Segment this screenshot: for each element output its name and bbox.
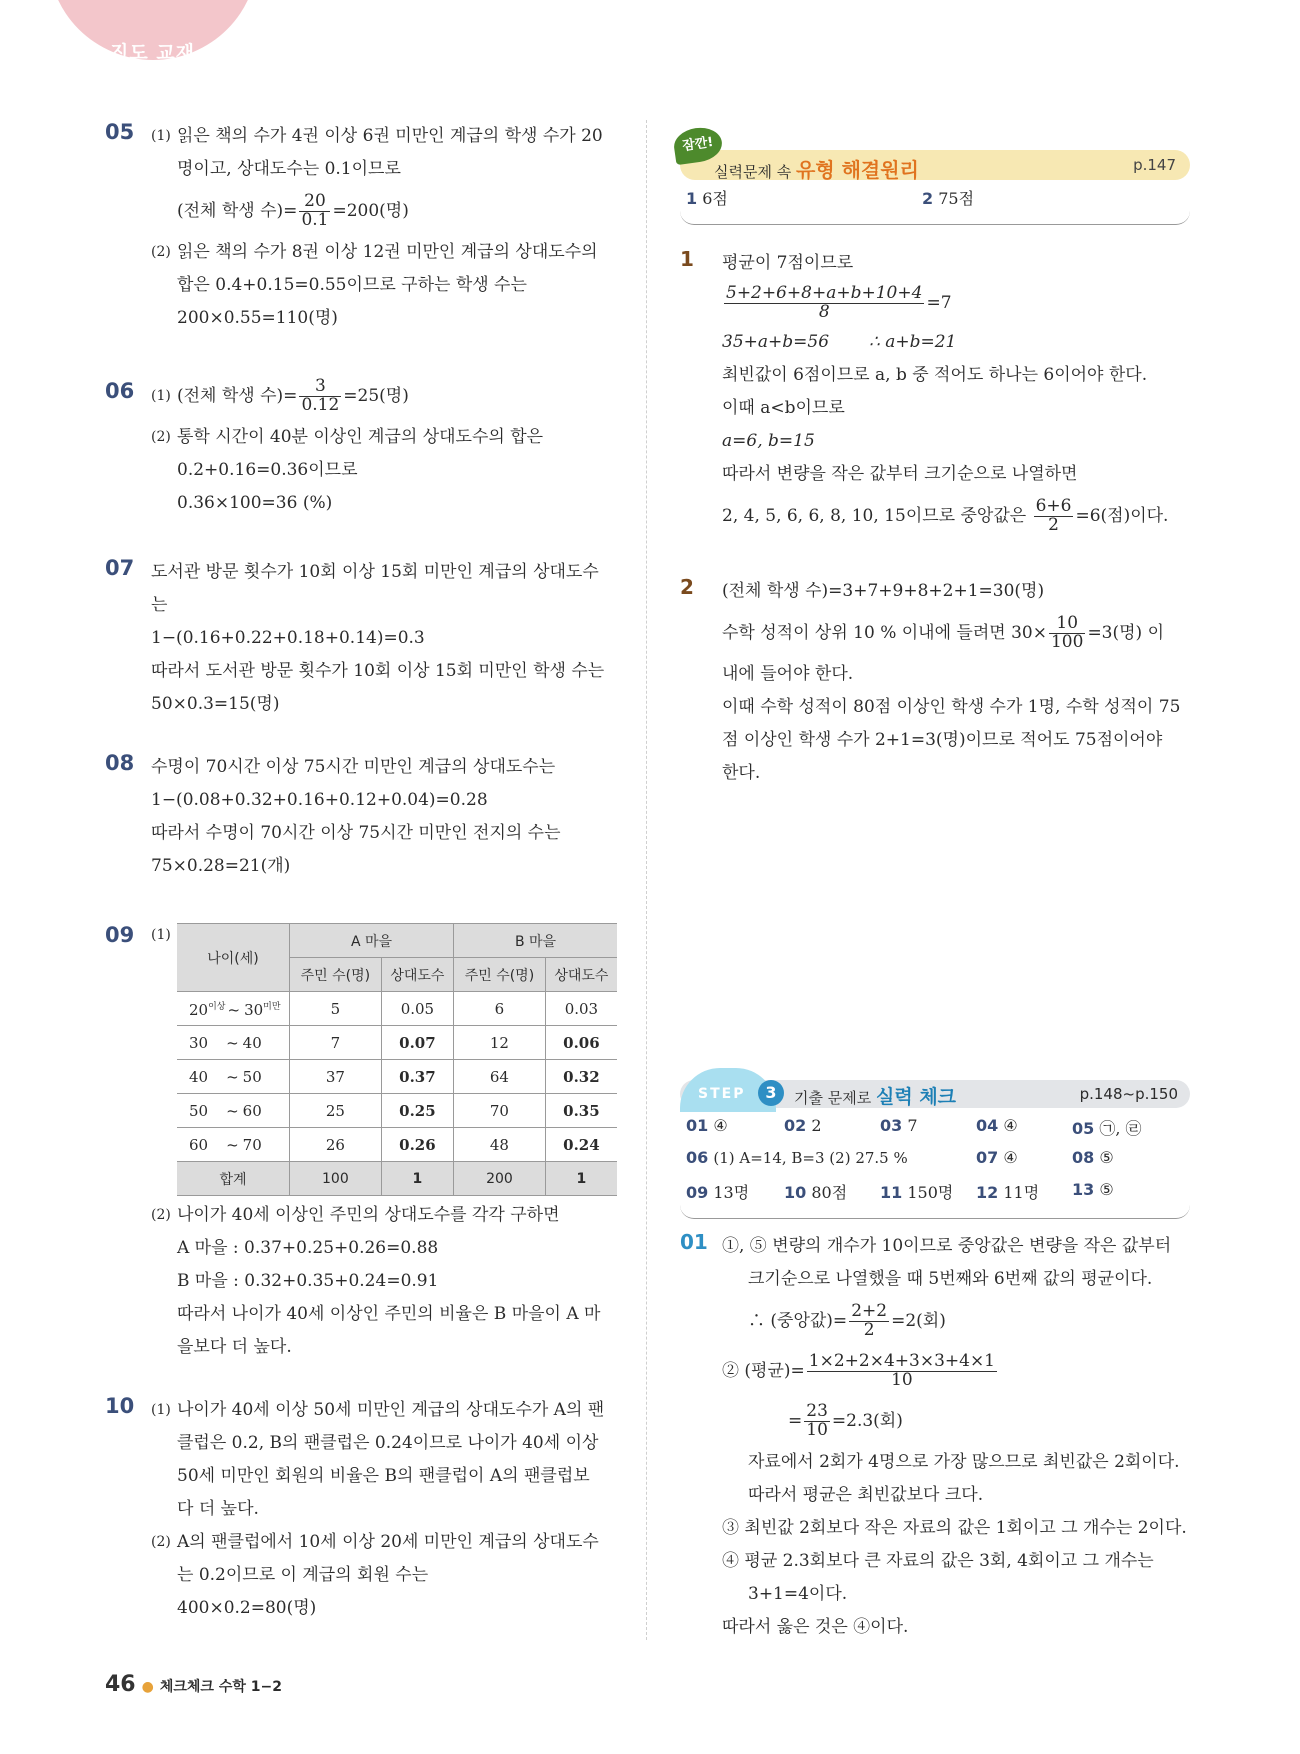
answer-value: 11명 bbox=[1003, 1183, 1040, 1202]
formula-line bbox=[722, 1346, 1192, 1396]
formula-text: = bbox=[788, 1411, 803, 1431]
formula-text: 35+a+b=56 bbox=[722, 332, 830, 352]
formula-text: =7 bbox=[926, 293, 952, 313]
problem-number: 10 bbox=[105, 1394, 135, 1418]
answer-number: 07 bbox=[976, 1148, 999, 1167]
formula-text: =6(점)이다. bbox=[1075, 506, 1169, 526]
sub-answer-2 bbox=[151, 1199, 625, 1364]
text-line: B 마을 : 0.32+0.35+0.24=0.91 bbox=[177, 1271, 439, 1291]
text-line: 읽은 책의 수가 4권 이상 6권 미만인 계급의 학생 수가 20 bbox=[177, 126, 603, 146]
formula-line bbox=[177, 371, 625, 421]
problem-10 bbox=[105, 1394, 625, 1625]
a-count: 26 bbox=[290, 1128, 382, 1162]
total-b-count: 200 bbox=[454, 1162, 546, 1196]
text-line: 는 0.2이므로 이 계급의 회원 수는 bbox=[177, 1565, 429, 1585]
tip-question-1 bbox=[680, 247, 1190, 541]
answer-item bbox=[686, 1148, 908, 1167]
answer-item bbox=[880, 1116, 918, 1135]
formula-line bbox=[722, 491, 1190, 541]
a-relative: 0.25 bbox=[381, 1094, 453, 1128]
numerator: 1×2+2×4+3×3+4×1 bbox=[808, 1351, 996, 1372]
text-line: 나이가 40세 이상 50세 미만인 계급의 상대도수가 A의 팬 bbox=[177, 1400, 605, 1420]
solution-number: 01 bbox=[680, 1230, 708, 1254]
text-line: 따라서 나이가 40세 이상인 주민의 비율은 B 마을이 A 마 bbox=[177, 1304, 601, 1324]
problem-05 bbox=[105, 120, 625, 335]
range-high-sup: 미만 bbox=[263, 1001, 281, 1012]
answer-number: 10 bbox=[784, 1183, 807, 1202]
table-row bbox=[177, 992, 617, 1026]
table-row bbox=[177, 1026, 617, 1060]
tip-section bbox=[680, 118, 1190, 225]
formula-text: 수학 성적이 상위 10 % 이내에 들려면 30× bbox=[722, 623, 1047, 643]
range-low: 60 bbox=[189, 1135, 209, 1154]
denominator: 100 bbox=[1050, 632, 1084, 652]
page-footer bbox=[105, 1672, 282, 1697]
sub-label: (2) bbox=[151, 1207, 171, 1223]
text-line: 따라서 변량을 작은 값부터 크기순으로 나열하면 bbox=[722, 464, 1078, 484]
text-line: 다 더 높다. bbox=[177, 1499, 259, 1519]
answer-item bbox=[1072, 1180, 1114, 1199]
answer-value: ⑤ bbox=[1099, 1180, 1114, 1199]
sub-answer-2 bbox=[151, 236, 625, 335]
answer-number: 13 bbox=[1072, 1180, 1095, 1199]
text-line: 최빈값이 6점이므로 a, b 중 적어도 하나는 6이어야 한다. bbox=[722, 365, 1148, 385]
range-high: 70 bbox=[242, 1135, 262, 1154]
answer-number: 2 bbox=[922, 189, 934, 208]
header-count: 주민 수(명) bbox=[290, 958, 382, 992]
age-range bbox=[177, 1060, 290, 1094]
tip-title-prefix: 실력문제 속 bbox=[714, 163, 796, 181]
denominator: 0.12 bbox=[301, 395, 340, 415]
left-column bbox=[105, 120, 625, 1625]
question-number: 1 bbox=[680, 247, 694, 271]
step-answers-row-1 bbox=[680, 1116, 1190, 1148]
fraction bbox=[299, 378, 341, 415]
numerator: 10 bbox=[1049, 615, 1085, 634]
text-line: 50세 미만인 회원의 비율은 B의 팬클럽이 A의 팬클럽보 bbox=[177, 1466, 590, 1486]
formula-line bbox=[722, 1396, 1192, 1446]
answer-item bbox=[922, 186, 974, 209]
fraction bbox=[1049, 615, 1085, 652]
formula-text: =2(회) bbox=[891, 1311, 946, 1331]
a-count: 7 bbox=[290, 1026, 382, 1060]
question-number: 2 bbox=[680, 575, 694, 599]
text-line: 1−(0.16+0.22+0.18+0.14)=0.3 bbox=[151, 628, 425, 648]
formula-text: =200(명) bbox=[332, 201, 409, 221]
formula-text: (전체 학생 수)= bbox=[177, 201, 298, 221]
step-section bbox=[680, 1076, 1190, 1219]
sub-label: (2) bbox=[151, 429, 171, 445]
column-divider bbox=[646, 120, 647, 1640]
sub-answer-1 bbox=[151, 120, 625, 236]
problem-06 bbox=[105, 371, 625, 520]
answer-item bbox=[976, 1116, 1018, 1135]
range-sep: ~ bbox=[227, 1000, 241, 1019]
answer-value: 150명 bbox=[907, 1183, 954, 1202]
text-line: ③ 최빈값 2회보다 작은 자료의 값은 1회이고 그 개수는 2이다. bbox=[722, 1518, 1187, 1538]
text-line: ④ 평균 2.3회보다 큰 자료의 값은 3회, 4회이고 그 개수는 bbox=[722, 1551, 1154, 1571]
text-line: 점 이상인 학생 수가 2+1=3(명)이므로 적어도 75점이어야 bbox=[722, 730, 1163, 750]
answer-item bbox=[686, 1180, 749, 1203]
problem-07 bbox=[105, 556, 625, 721]
range-sep: ~ bbox=[226, 1067, 239, 1086]
age-range bbox=[177, 992, 290, 1026]
b-count: 64 bbox=[454, 1060, 546, 1094]
step-solution-01 bbox=[680, 1230, 1192, 1644]
answer-value: 7 bbox=[907, 1116, 918, 1135]
sub-answer-1 bbox=[151, 371, 625, 421]
formula-line bbox=[722, 608, 1190, 658]
answer-number: 04 bbox=[976, 1116, 999, 1135]
range-low-sup: 이상 bbox=[208, 1001, 226, 1012]
range-low: 50 bbox=[189, 1101, 209, 1120]
formula-line bbox=[722, 1296, 1192, 1346]
text-line: 읽은 책의 수가 8권 이상 12권 미만인 계급의 상대도수의 bbox=[177, 242, 598, 262]
tip-page: p.147 bbox=[1133, 156, 1176, 174]
a-relative: 0.05 bbox=[381, 992, 453, 1026]
answer-item bbox=[1072, 1148, 1114, 1167]
answer-number: 08 bbox=[1072, 1148, 1095, 1167]
text-line: 0.36×100=36 (%) bbox=[177, 493, 333, 513]
numerator: 23 bbox=[806, 1401, 828, 1422]
problem-number: 05 bbox=[105, 120, 135, 144]
formula-text: =25(명) bbox=[343, 386, 409, 406]
range-low: 40 bbox=[189, 1067, 209, 1086]
answer-value: ④ bbox=[1003, 1116, 1018, 1135]
text-line: 1−(0.08+0.32+0.16+0.12+0.04)=0.28 bbox=[151, 790, 488, 810]
a-relative: 0.07 bbox=[381, 1026, 453, 1060]
answer-value: ㉠, ㉣ bbox=[1099, 1119, 1142, 1138]
total-a-relative: 1 bbox=[381, 1162, 453, 1196]
step-answers-row-3 bbox=[680, 1180, 1190, 1212]
table-row bbox=[177, 1128, 617, 1162]
answer-value: ④ bbox=[713, 1116, 728, 1135]
answer-value: ⑤ bbox=[1099, 1148, 1114, 1167]
answer-number: 02 bbox=[784, 1116, 807, 1135]
answer-value: 2 bbox=[811, 1116, 822, 1135]
text-line: 을보다 더 높다. bbox=[177, 1337, 292, 1357]
text-line: (전체 학생 수)=3+7+9+8+2+1=30(명) bbox=[722, 581, 1045, 601]
step-title-main: 실력 체크 bbox=[876, 1086, 957, 1108]
answer-number: 06 bbox=[686, 1148, 709, 1167]
answer-item bbox=[686, 186, 728, 209]
header-age: 나이(세) bbox=[177, 924, 290, 992]
text-line: 클럽은 0.2, B의 팬클럽은 0.24이므로 나이가 40세 이상 bbox=[177, 1433, 599, 1453]
answer-value: 13명 bbox=[713, 1183, 750, 1202]
header-village-b: B 마을 bbox=[454, 924, 617, 958]
fraction bbox=[1034, 498, 1074, 535]
text-line: a=6, b=15 bbox=[722, 431, 815, 451]
denominator: 10 bbox=[891, 1370, 913, 1390]
sub-answer-2 bbox=[151, 421, 625, 520]
b-count: 48 bbox=[454, 1128, 546, 1162]
formula-text: 2, 4, 5, 6, 6, 8, 10, 15이므로 중앙값은 bbox=[722, 506, 1032, 526]
problem-number: 08 bbox=[105, 751, 135, 775]
answer-item bbox=[686, 1116, 728, 1135]
problem-09-part-2 bbox=[105, 1199, 625, 1364]
b-count: 70 bbox=[454, 1094, 546, 1128]
step-label: STEP bbox=[698, 1086, 746, 1102]
header-relative: 상대도수 bbox=[381, 958, 453, 992]
range-high: 40 bbox=[242, 1033, 262, 1052]
range-high: 60 bbox=[242, 1101, 262, 1120]
numerator: 5+2+6+8+a+b+10+4 bbox=[726, 283, 923, 304]
answer-item bbox=[1072, 1116, 1142, 1139]
problem-number: 06 bbox=[105, 379, 135, 403]
tip-title-main: 유형 해결원리 bbox=[796, 158, 919, 182]
answer-item bbox=[880, 1180, 953, 1203]
answer-number: 09 bbox=[686, 1183, 709, 1202]
text-line: 도서관 방문 횟수가 10회 이상 15회 미만인 계급의 상대도수 bbox=[151, 562, 599, 582]
text-line: 수명이 70시간 이상 75시간 미만인 계급의 상대도수는 bbox=[151, 757, 556, 777]
formula-text: ② (평균)= bbox=[722, 1361, 805, 1381]
header-relative: 상대도수 bbox=[545, 958, 617, 992]
text-line: 따라서 도서관 방문 횟수가 10회 이상 15회 미만인 학생 수는 bbox=[151, 661, 605, 681]
fraction bbox=[807, 1353, 997, 1390]
answer-value: ④ bbox=[1003, 1148, 1018, 1167]
problem-number: 07 bbox=[105, 556, 135, 580]
range-sep: ~ bbox=[226, 1033, 239, 1052]
range-low: 20 bbox=[189, 1000, 209, 1019]
answer-number: 12 bbox=[976, 1183, 999, 1202]
answer-item bbox=[976, 1180, 1039, 1203]
text-line: 내에 들어야 한다. bbox=[722, 664, 854, 684]
range-high: 50 bbox=[242, 1067, 262, 1086]
answer-item bbox=[784, 1116, 822, 1135]
numerator: 2+2 bbox=[851, 1301, 888, 1322]
text-line: 통학 시간이 40분 이상인 계급의 상대도수의 합은 bbox=[177, 427, 544, 447]
text-line: 따라서 수명이 70시간 이상 75시간 미만인 전지의 수는 bbox=[151, 823, 561, 843]
tip-header bbox=[680, 118, 1190, 186]
denominator: 10 bbox=[806, 1420, 828, 1440]
range-sep: ~ bbox=[226, 1135, 239, 1154]
frequency-table bbox=[177, 923, 617, 1196]
numerator: 6+6 bbox=[1035, 496, 1072, 517]
age-range bbox=[177, 1094, 290, 1128]
sub-label: (2) bbox=[151, 244, 171, 260]
a-relative: 0.37 bbox=[381, 1060, 453, 1094]
answer-item bbox=[976, 1148, 1018, 1167]
text-line: A 마을 : 0.37+0.25+0.26=0.88 bbox=[177, 1238, 439, 1258]
age-range bbox=[177, 1128, 290, 1162]
a-relative: 0.26 bbox=[381, 1128, 453, 1162]
step-title bbox=[794, 1082, 956, 1109]
page-number: 46 bbox=[105, 1672, 136, 1697]
answer-value: 80점 bbox=[811, 1183, 848, 1202]
text-line: 0.2+0.16=0.36이므로 bbox=[177, 460, 358, 480]
step-title-prefix: 기출 문제로 bbox=[794, 1089, 876, 1107]
corner-label: 진도 교재 bbox=[110, 42, 196, 64]
bullet-icon: ● bbox=[141, 1679, 154, 1695]
formula-text: ∴ a+b=21 bbox=[869, 332, 957, 352]
text-line: 합은 0.4+0.15=0.55이므로 구하는 학생 수는 bbox=[177, 275, 527, 295]
text-line: 3+1=4이다. bbox=[748, 1584, 848, 1604]
problem-09-table-area bbox=[105, 923, 625, 1195]
text-line: ①, ⑤ 변량의 개수가 10이므로 중앙값은 변량을 작은 값부터 bbox=[722, 1236, 1172, 1256]
total-label: 합계 bbox=[177, 1162, 290, 1196]
text-line: 50×0.3=15(명) bbox=[151, 694, 280, 714]
answer-number: 05 bbox=[1072, 1119, 1095, 1138]
text-line: 명이고, 상대도수는 0.1이므로 bbox=[177, 159, 401, 179]
text-line: 는 bbox=[151, 595, 168, 615]
tip-title bbox=[714, 154, 919, 183]
denominator: 0.1 bbox=[301, 210, 329, 230]
sub-label: (2) bbox=[151, 1534, 171, 1550]
a-count: 25 bbox=[290, 1094, 382, 1128]
header-village-a: A 마을 bbox=[290, 924, 454, 958]
text-line: A의 팬클럽에서 10세 이상 20세 미만인 계급의 상대도수 bbox=[177, 1532, 599, 1552]
total-a-count: 100 bbox=[290, 1162, 382, 1196]
sub-label: (1) bbox=[151, 388, 171, 404]
b-relative: 0.35 bbox=[545, 1094, 617, 1128]
step-header bbox=[680, 1076, 1190, 1110]
text-line: 평균이 7점이므로 bbox=[722, 253, 854, 273]
answer-number: 1 bbox=[686, 189, 698, 208]
problem-08 bbox=[105, 751, 625, 883]
tip-question-2 bbox=[680, 575, 1190, 790]
numerator: 3 bbox=[299, 378, 341, 397]
fraction bbox=[724, 285, 924, 322]
text-line: 한다. bbox=[722, 763, 761, 783]
step-answers-row-2 bbox=[680, 1148, 1190, 1180]
text-line: 400×0.2=80(명) bbox=[177, 1598, 317, 1618]
total-b-relative: 1 bbox=[545, 1162, 617, 1196]
text-line: 200×0.55=110(명) bbox=[177, 308, 338, 328]
text-line: 75×0.28=21(개) bbox=[151, 856, 291, 876]
answer-value: (1) A=14, B=3 (2) 27.5 % bbox=[713, 1149, 908, 1167]
table-row bbox=[177, 1094, 617, 1128]
a-count: 37 bbox=[290, 1060, 382, 1094]
text-line: 자료에서 2회가 4명으로 가장 많으므로 최빈값은 2회이다. bbox=[748, 1452, 1180, 1472]
denominator: 2 bbox=[1048, 515, 1059, 535]
b-relative: 0.03 bbox=[545, 992, 617, 1026]
b-count: 6 bbox=[454, 992, 546, 1026]
text-line: 따라서 옳은 것은 ④이다. bbox=[722, 1617, 909, 1637]
answer-number: 11 bbox=[880, 1183, 903, 1202]
text-line: 크기순으로 나열했을 때 5번째와 6번째 값의 평균이다. bbox=[748, 1269, 1153, 1289]
header-count: 주민 수(명) bbox=[454, 958, 546, 992]
formula-text: =2.3(회) bbox=[831, 1411, 903, 1431]
book-title: 체크체크 수학 1−2 bbox=[159, 1679, 282, 1695]
formula-line bbox=[722, 326, 1190, 359]
sub-label: (1) bbox=[151, 128, 171, 144]
b-relative: 0.32 bbox=[545, 1060, 617, 1094]
answer-number: 03 bbox=[880, 1116, 903, 1135]
formula-text: (전체 학생 수)= bbox=[177, 386, 298, 406]
sub-label: (1) bbox=[151, 1402, 171, 1418]
fraction bbox=[804, 1403, 830, 1440]
sub-answer-2 bbox=[151, 1526, 625, 1625]
numerator: 20 bbox=[299, 193, 330, 212]
answer-number: 01 bbox=[686, 1116, 709, 1135]
formula-text: =3(명) 이 bbox=[1087, 623, 1165, 643]
sub-label: (1) bbox=[151, 927, 171, 943]
fraction bbox=[299, 193, 330, 230]
fraction bbox=[849, 1303, 889, 1340]
answer-item bbox=[784, 1180, 847, 1203]
formula-text: ∴ (중앙값)= bbox=[748, 1311, 848, 1331]
tip-answers bbox=[680, 186, 1190, 218]
tip-badge: 잠깐! bbox=[672, 125, 724, 165]
text-line: 따라서 평균은 최빈값보다 크다. bbox=[748, 1485, 984, 1505]
range-sep: ~ bbox=[226, 1101, 239, 1120]
answer-value: 75점 bbox=[938, 189, 975, 208]
sub-answer-1 bbox=[151, 1394, 625, 1526]
range-high: 30 bbox=[244, 1000, 264, 1019]
text-line: 나이가 40세 이상인 주민의 상대도수를 각각 구하면 bbox=[177, 1205, 560, 1225]
denominator: 8 bbox=[818, 302, 830, 322]
answer-value: 6점 bbox=[702, 189, 728, 208]
text-line: 이때 a<b이므로 bbox=[722, 398, 845, 418]
b-count: 12 bbox=[454, 1026, 546, 1060]
b-relative: 0.24 bbox=[545, 1128, 617, 1162]
formula-line bbox=[722, 280, 1190, 326]
range-low: 30 bbox=[189, 1033, 209, 1052]
denominator: 2 bbox=[863, 1320, 875, 1340]
step-number: 3 bbox=[758, 1080, 784, 1106]
step-page: p.148~p.150 bbox=[1079, 1085, 1178, 1103]
a-count: 5 bbox=[290, 992, 382, 1026]
age-range bbox=[177, 1026, 290, 1060]
problem-number: 09 bbox=[105, 923, 135, 947]
formula-line bbox=[177, 186, 625, 236]
table-row bbox=[177, 1060, 617, 1094]
text-line: 이때 수학 성적이 80점 이상인 학생 수가 1명, 수학 성적이 75 bbox=[722, 697, 1181, 717]
b-relative: 0.06 bbox=[545, 1026, 617, 1060]
